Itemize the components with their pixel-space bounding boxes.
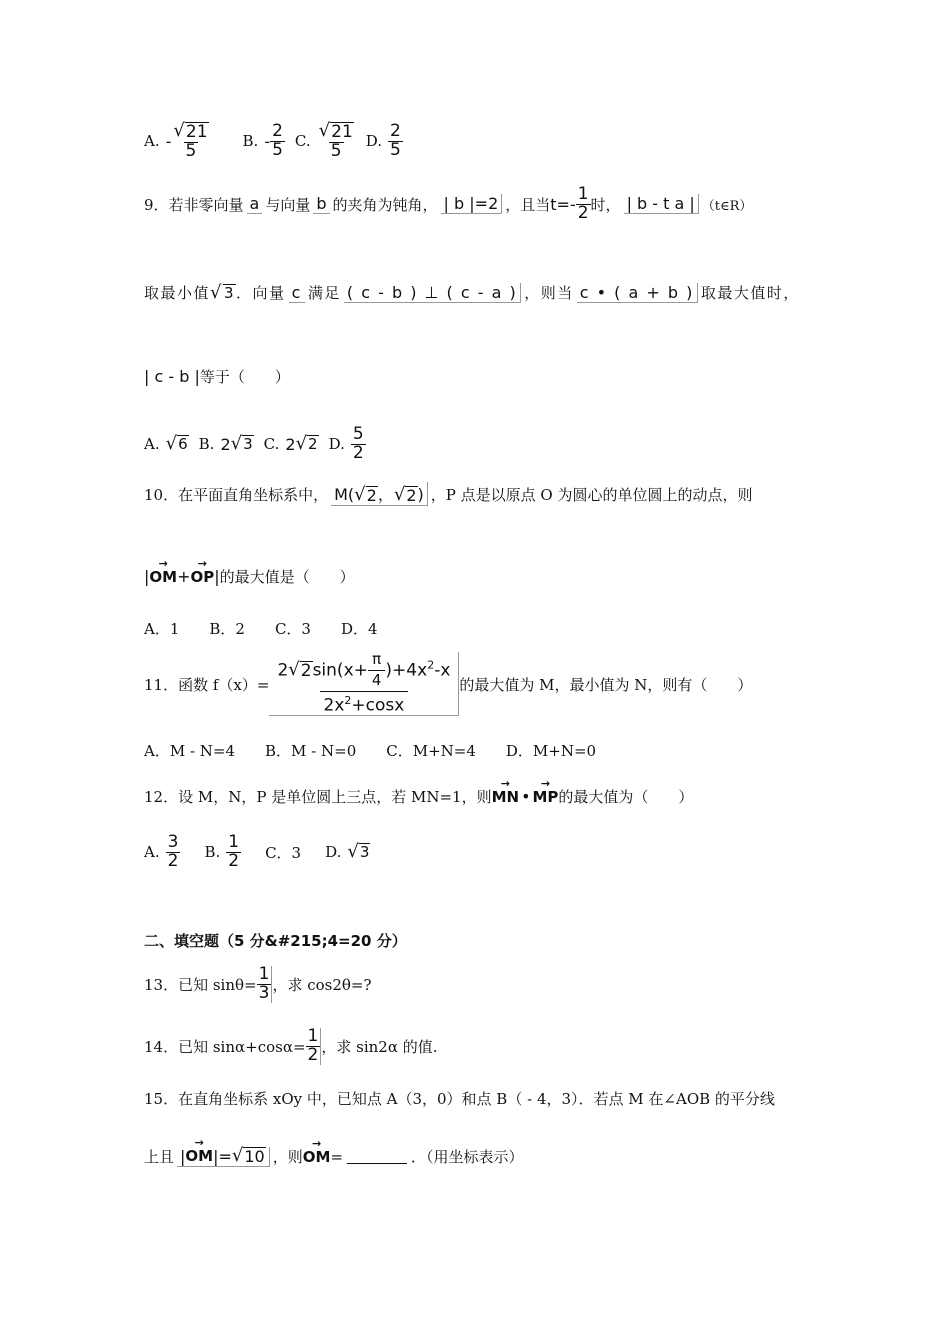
fraction: √ 21 5 bbox=[173, 120, 208, 161]
fraction: $\frac{2}{5}$ bbox=[390, 120, 401, 160]
vector-c: c bbox=[289, 283, 305, 303]
q15-line-1: 15．在直角坐标系 xOy 中，已知点 A（3，0）和点 B（ - 4，3）．若点 M 在∠AOB 的平分线 bbox=[144, 1090, 775, 1108]
q8-option-c: C. √ 21 5 bbox=[295, 122, 356, 161]
q12-option-c: C．3 bbox=[265, 843, 302, 862]
q8-option-b: B. - $\frac{2}{5}$ bbox=[242, 120, 283, 160]
q11-options: A．M - N=4 B．M - N=0 C．M+N=4 D．M+N=0 bbox=[144, 742, 597, 760]
norm-om: | → OM | = √ 10 bbox=[177, 1147, 270, 1167]
q12-option-a: A. $\frac{3}{2}$ bbox=[144, 832, 179, 871]
vector-a: a bbox=[247, 194, 263, 214]
fraction: $\frac{2}{5}$ bbox=[272, 120, 283, 160]
q9-line-1: 9．若非零向量 a 与向量 b 的夹角为钝角， | b |=2 ，且当 t=- $\frac{1}{2}$ 时， | b - t a | （t∈R） bbox=[144, 184, 753, 223]
q10-options: A．1 B．2 C．3 D．4 bbox=[144, 620, 378, 638]
vector-mp: → MP bbox=[533, 788, 559, 806]
q9-option-d: D. $\frac{5}{2}$ bbox=[328, 424, 364, 463]
fraction: $\frac{1}{2}$ bbox=[577, 184, 589, 223]
fraction: √ 21 5 bbox=[318, 120, 353, 161]
q8-options bbox=[144, 122, 413, 161]
q9-option-c: C. 2 √ 2 bbox=[263, 433, 318, 455]
sqrt: √ 3 bbox=[210, 281, 236, 303]
q9-option-b: B. 2 √ 3 bbox=[198, 433, 253, 455]
vector-om-answer: → OM bbox=[303, 1148, 331, 1166]
q9-line-3: | c - b | 等于（ ） bbox=[144, 367, 290, 386]
dot-product: c • ( a + b ) bbox=[577, 283, 698, 303]
vector-b: b bbox=[313, 194, 329, 214]
q12-options bbox=[144, 834, 380, 871]
q9-line-2: 取最小值 √ 3 ．向量 c 满足 ( c - b ) ⊥ ( c - a ) ，则当 c • ( a + b ) 取最大值时， bbox=[144, 281, 800, 303]
q12-option-b: B. $\frac{1}{2}$ bbox=[204, 832, 240, 871]
norm-b-minus-ta: | b - t a | bbox=[624, 194, 699, 214]
q13-line: 13．已知 sinθ= $\frac{1}{3}$ ，求 cos2θ=? bbox=[144, 964, 372, 1003]
q10-line-1: 10．在平面直角坐标系中， M( √ 2 ， √ 2 ) ，P 点是以原点 O 为圆心的单位圆上的动点，则 bbox=[144, 484, 753, 505]
vector-om: → OM bbox=[149, 568, 177, 586]
q11-line: 11．函数 f（x）= 2 √ 2 sin(x+ $\frac{\pi}{4}$ )$+4x^2-x$ $2x^2+\cos x$ 的最大值为 M，最小值为 N，则有（ ） bbox=[144, 650, 753, 716]
norm-c-minus-b: | c - b | bbox=[144, 367, 200, 386]
q9-option-a: A. √ 6 bbox=[144, 433, 188, 455]
perp-condition: ( c - b ) ⊥ ( c - a ) bbox=[344, 283, 521, 303]
q15-line-2: 上且 | → OM | = √ 10 ，则 → OM = ．（用坐标表示） bbox=[144, 1146, 524, 1167]
q11-fraction: 2 √ 2 sin(x+ $\frac{\pi}{4}$ )$+4x^2-x$ $2x^2+\cos x$ bbox=[269, 652, 459, 716]
norm-b: | b |=2 bbox=[441, 194, 503, 214]
answer-blank[interactable] bbox=[347, 1149, 407, 1164]
q8-option-d: D. $\frac{2}{5}$ bbox=[365, 120, 401, 160]
q12-option-d: D. √ 3 bbox=[325, 841, 370, 863]
q10-line-2: | → OM + → OP | 的最大值是（ ） bbox=[144, 566, 355, 587]
point-m: M( √ 2 ， √ 2 ) bbox=[331, 482, 428, 506]
vector-op: → OP bbox=[190, 568, 214, 586]
section-heading: 二、填空题（5 分&#215;4=20 分） bbox=[144, 932, 407, 950]
vector-mn: → MN bbox=[492, 788, 519, 806]
q14-line: 14．已知 sinα+cosα= $\frac{1}{2}$ ，求 sin2α 的值. bbox=[144, 1026, 438, 1065]
q9-options bbox=[144, 426, 376, 463]
q8-option-a: A. - √ 21 5 bbox=[144, 122, 211, 161]
q12-line: 12．设 M，N，P 是单位圆上三点，若 MN=1，则 → MN • → MP 的最大值为（ ） bbox=[144, 786, 693, 807]
